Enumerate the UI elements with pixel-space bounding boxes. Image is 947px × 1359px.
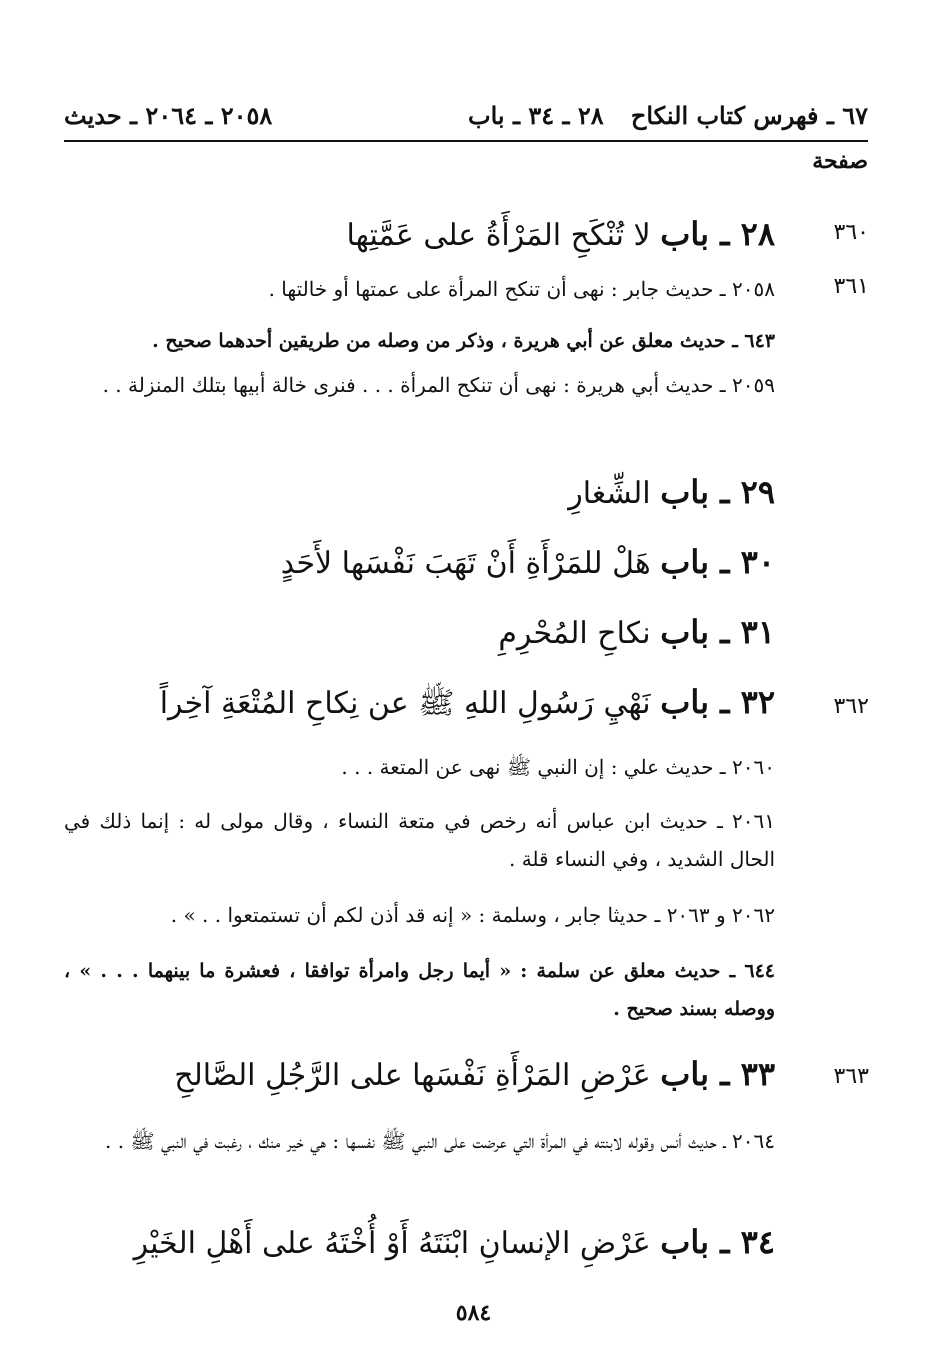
page-ref: ٣٦٣ [833,1064,869,1089]
hadith-entry: ٢٠٦٠ ـ حديث علي : إن النبي ﷺ نهى عن المتعة . . . [341,755,775,779]
hadith-entry: ٢٠٦١ ـ حديث ابن عباس أنه رخص في متعة النساء ، وقال مولى له : إنما ذلك في الحال الشديد ، وفي النساء قلة . [64,809,775,871]
chapter-heading [498,610,775,656]
chapter-number: ٣٣ ـ باب [660,1055,775,1093]
suspended-hadith-entry: ٦٤٤ ـ حديث معلق عن سلمة : « أيما رجل وامرأة توافقا ، فعشرة ما بينهما . . . » ، ووصله بسند صحيح . [64,960,775,1020]
chapter-heading [174,1052,775,1098]
chapter-title: عَرْضِ المَرْأَةِ نَفْسَها على الرَّجُلِ الصَّالحِ [174,1058,651,1093]
chapter-heading [160,680,775,726]
running-head-hadith-range: ٢٠٥٨ ـ ٢٠٦٤ ـ حديث [64,101,273,130]
chapter-heading [568,470,775,516]
chapter-heading [134,1220,775,1266]
suspended-hadith-entry: ٦٤٣ ـ حديث معلق عن أبي هريرة ، وذكر من وصله من طريقين أحدهما صحيح . [152,330,775,352]
running-head [64,100,868,142]
hadith-entry: ٢٠٦٤ ـ حديث أنس وقوله لابنته في المرأة التي عرضت على النبي ﷺ نفسها : هي خير منك ، رغبت في النبي ﷺ . . [105,1129,775,1153]
page-number: ٥٨٤ [455,1300,492,1326]
page-ref: ٣٦٠ [833,220,869,245]
chapter-title: عَرْضِ الإنسانِ ابْنَتَهُ أَوْ أُخْتَهُ على أَهْلِ الخَيْرِ [133,1226,651,1261]
chapter-title: لا تُنْكَحِ المَرْأَةُ على عَمَّتِها [346,218,651,253]
chapter-number: ٣٤ ـ باب [660,1223,775,1261]
running-head-chapter-range: ٢٨ ـ ٣٤ ـ باب [468,101,604,130]
hadith-entry: ٢٠٥٩ ـ حديث أبي هريرة : نهى أن تنكح المرأة . . . فنرى خالة أبيها بتلك المنزلة . . [102,373,775,397]
chapter-heading [347,212,775,258]
chapter-title: هَلْ للمَرْأَةِ أَنْ تَهَبَ نَفْسَها لأَحَدٍ [280,546,651,581]
hadith-entry: ٢٠٦٢ و ٢٠٦٣ ـ حديثا جابر ، وسلمة : « إنه قد أذن لكم أن تستمتعوا . . » . [170,903,775,927]
page-ref: ٣٦١ [833,274,869,299]
chapter-heading [281,540,775,586]
page-ref: ٣٦٢ [833,694,869,719]
running-head-book-title: ٦٧ ـ فهرس كتاب النكاح [630,101,868,130]
chapter-title: الشِّغارِ [568,476,651,511]
chapter-title: نَهْيِ رَسُولِ اللهِ ﷺ عن نِكاحِ المُتْعَةِ آخِراً [159,686,651,721]
chapter-number: ٢٨ ـ باب [660,215,775,253]
chapter-number: ٣٢ ـ باب [660,683,775,721]
chapter-number: ٢٩ ـ باب [660,473,775,511]
page-column-label: صفحة [812,148,868,174]
chapter-title: نكاحِ المُحْرِمِ [498,616,651,651]
chapter-number: ٣٠ ـ باب [660,543,775,581]
hadith-entry: ٢٠٥٨ ـ حديث جابر : نهى أن تنكح المرأة على عمتها أو خالتها . [268,277,775,301]
chapter-number: ٣١ ـ باب [660,613,775,651]
